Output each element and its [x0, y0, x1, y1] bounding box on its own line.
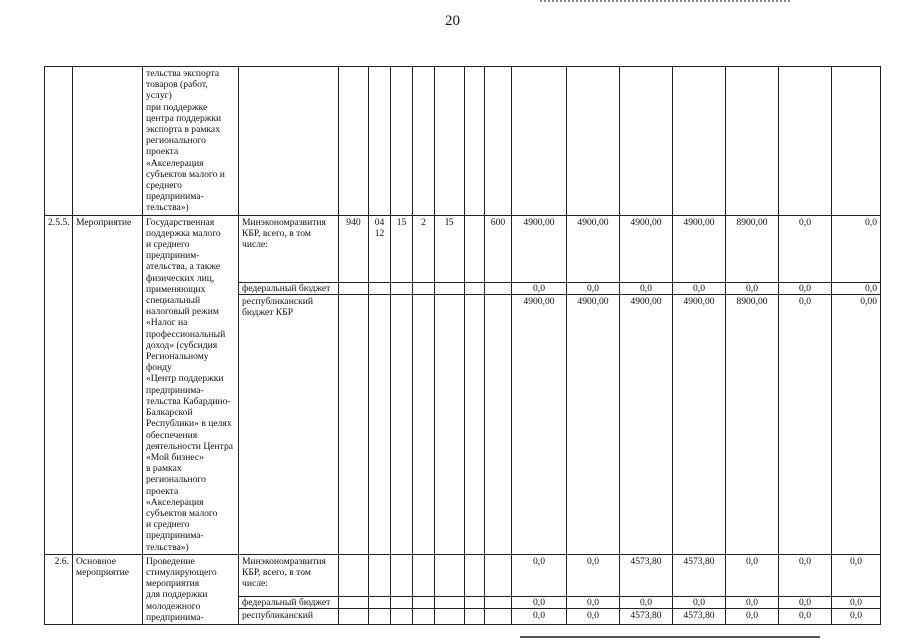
cell-code-vr: 600	[485, 215, 512, 282]
cell-value: 4900,00	[512, 215, 567, 282]
cell-executor: Минэкономразвития КБР, всего, в том числе:	[239, 554, 339, 596]
cell-value: 0,0	[832, 215, 881, 282]
cell-type: Основное мероприятие	[73, 554, 143, 624]
cell-value: 4900,00	[620, 215, 673, 282]
cell-value: 0,0	[726, 282, 779, 294]
cell-code-grbs: 940	[339, 215, 369, 282]
cell-value: 0,0	[726, 554, 779, 596]
cell-code-program: 15	[391, 215, 413, 282]
cell-value: 0,0	[567, 608, 620, 624]
program-table	[44, 66, 881, 625]
cell-value: 4900,00	[673, 294, 726, 554]
table-row-2-6-total	[45, 554, 881, 596]
cell-code-extra	[465, 215, 485, 282]
cell-number: 2.6.	[45, 554, 73, 624]
scan-artifact-bottom	[520, 636, 820, 640]
table-row-2-5-5-total	[45, 215, 881, 282]
cell-value: 4900,00	[512, 294, 567, 554]
cell-number	[45, 67, 73, 216]
cell-value: 0,0	[673, 282, 726, 294]
cell-value: 0,0	[832, 554, 881, 596]
cell-type: Мероприятие	[73, 215, 143, 554]
page-number: 20	[445, 13, 460, 29]
cell-value: 0,0	[832, 596, 881, 608]
cell-value: 8900,00	[726, 294, 779, 554]
cell-executor: республиканский	[239, 608, 339, 624]
cell-code-event: I5	[435, 215, 465, 282]
cell-code-section: 04 12	[369, 215, 391, 282]
cell-value: 4900,00	[620, 294, 673, 554]
cell-value: 0,0	[673, 596, 726, 608]
cell-value: 0,0	[512, 608, 567, 624]
cell-executor: Минэкономразвития КБР, всего, в том числе:	[239, 215, 339, 282]
cell-value: 0,0	[779, 282, 832, 294]
cell-value: 4573,80	[673, 554, 726, 596]
cell-value: 0,0	[779, 294, 832, 554]
cell-value: 4900,00	[673, 215, 726, 282]
scan-artifact-top	[540, 0, 790, 5]
cell-value: 0,0	[620, 282, 673, 294]
cell-value: 0,0	[726, 596, 779, 608]
cell-value: 0,0	[832, 608, 881, 624]
cell-value: 0,0	[779, 596, 832, 608]
cell-name: Государственная поддержка малого и среднего предприним- ательства, а также физических лиц, применяющих специальный налоговый режим «Налог на профессиональный доход» (субсидия Региональному фонду «Центр поддержки предпринима- тельства Кабардино- Балкарской Республики» в целях обеспечения деятельности Центра «Мой бизнес» в рамках регионального проекта «Акселерация субъектов малого и среднего предпринима- тельства»)	[143, 215, 239, 554]
cell-value: 0,0	[512, 596, 567, 608]
cell-value: 0,0	[567, 554, 620, 596]
cell-code-subprogram: 2	[413, 215, 435, 282]
cell-value: 4900,00	[567, 215, 620, 282]
cell-number: 2.5.5.	[45, 215, 73, 554]
cell-value: 4573,80	[673, 608, 726, 624]
cell-value: 0,0	[620, 596, 673, 608]
cell-value: 0,0	[832, 282, 881, 294]
cell-value: 0,0	[726, 608, 779, 624]
cell-value: 0,0	[779, 608, 832, 624]
cell-value: 0,00	[832, 294, 881, 554]
cell-executor: федеральный бюджет	[239, 282, 339, 294]
cell-value: 8900,00	[726, 215, 779, 282]
cell-value: 4573,80	[620, 608, 673, 624]
table-row-continuation	[45, 67, 881, 216]
cell-value: 0,0	[512, 282, 567, 294]
cell-value: 4573,80	[620, 554, 673, 596]
cell-value: 0,0	[779, 215, 832, 282]
cell-executor: республиканский бюджет КБР	[239, 294, 339, 554]
cell-name: тельства экспорта товаров (работ, услуг) при поддержке центра поддержки экспорта в рамках регионального проекта «Акселерация субъектов малого и среднего предпринима- тельства»)	[143, 67, 239, 216]
cell-type	[73, 67, 143, 216]
cell-name: Проведение стимулирующего мероприятия для поддержки молодежного предпринима-	[143, 554, 239, 624]
cell-executor: федеральный бюджет	[239, 596, 339, 608]
cell-value: 0,0	[779, 554, 832, 596]
cell-value: 4900,00	[567, 294, 620, 554]
cell-value: 0,0	[567, 596, 620, 608]
cell-value: 0,0	[512, 554, 567, 596]
cell-value: 0,0	[567, 282, 620, 294]
